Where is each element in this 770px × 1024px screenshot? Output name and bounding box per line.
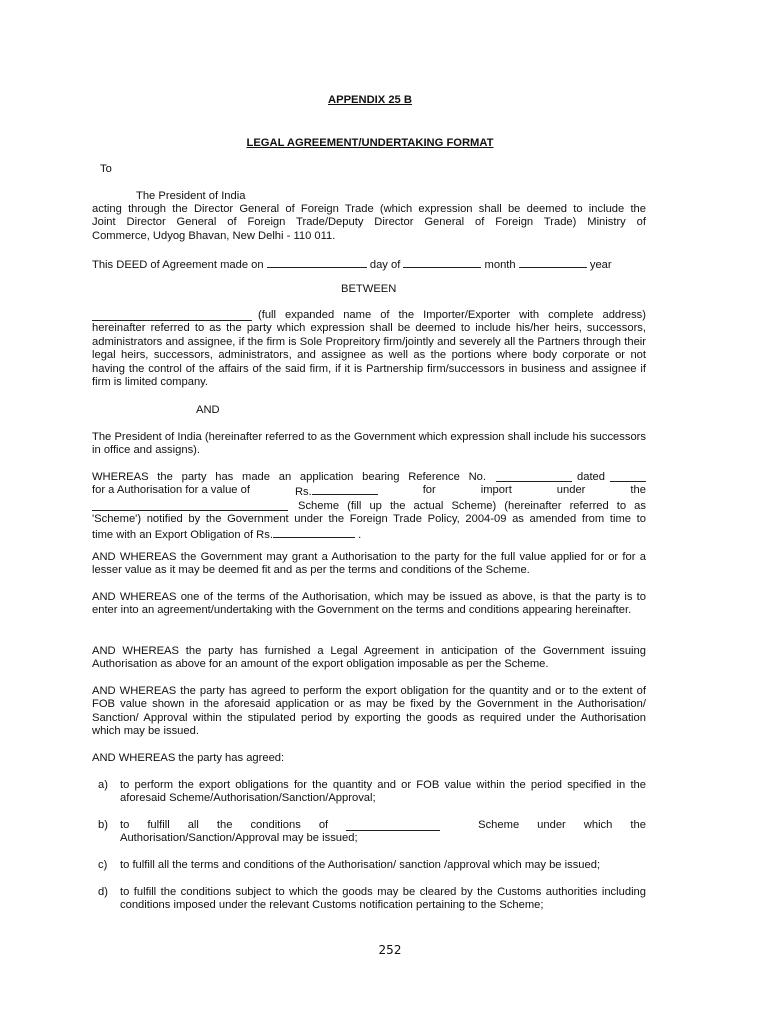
government-paragraph: The President of India (hereinafter referred to as the Government which expression shall include his successors in office and assigns). bbox=[92, 431, 646, 457]
list-item-c bbox=[98, 859, 646, 873]
month-blank bbox=[519, 257, 587, 268]
list-marker-d: d) bbox=[98, 886, 108, 898]
whereas-paragraph-5: AND WHEREAS the party has agreed: bbox=[92, 752, 285, 764]
whereas-paragraph-2: AND WHEREAS one of the terms of the Authorisation, which may be issued as above, is that the party is to enter into an agreement/undertaking with the Government on the terms and conditions appearing hereinafter. bbox=[92, 591, 646, 617]
party-paragraph bbox=[92, 309, 646, 389]
address-line-2: Joint Director General of Foreign Trade/Deputy Director General of Foreign Trade) Ministry of bbox=[92, 216, 646, 229]
address-body bbox=[92, 203, 646, 243]
list-text-b: to fulfill all the conditions of Scheme under which the Authorisation/Sanction/Approval may be issued; bbox=[120, 819, 646, 845]
export-obligation-blank bbox=[273, 527, 355, 538]
list-marker-a: a) bbox=[98, 779, 108, 791]
whereas-app-line-4: 'Scheme') notified by the Government under the Foreign Trade Policy, 2004-09 as amended from time to bbox=[92, 513, 646, 526]
day-blank bbox=[403, 257, 481, 268]
whereas-application-paragraph bbox=[92, 471, 646, 542]
deed-day-label: day of bbox=[369, 259, 401, 271]
list-marker-c: c) bbox=[98, 859, 108, 871]
scheme-blank bbox=[92, 500, 288, 511]
party-first-line: (full expanded name of the Importer/Exporter with complete address) bbox=[258, 309, 646, 321]
whereas-paragraph-3: AND WHEREAS the party has furnished a Legal Agreement in anticipation of the Government issuing Authorisation as above for an amount of the export obligation imposable as per the Scheme. bbox=[92, 645, 646, 671]
between-label: BETWEEN bbox=[341, 283, 397, 295]
to-label: To bbox=[100, 163, 112, 175]
list-item-d bbox=[98, 886, 646, 914]
format-title: LEGAL AGREEMENT/UNDERTAKING FORMAT bbox=[246, 137, 494, 149]
deed-prefix: This DEED of Agreement made on bbox=[92, 259, 264, 271]
whereas-app-line-2: for a Authorisation for a value of Rs. for import under the bbox=[92, 484, 646, 499]
president-label: The President of India bbox=[136, 190, 246, 202]
whereas-paragraph-1: AND WHEREAS the Government may grant a Authorisation to the party for the full value applied for or for a lesser value as it may be deemed fit and as per the terms and conditions of the Scheme. bbox=[92, 551, 646, 577]
address-line-1: acting through the Director General of Foreign Trade (which expression shall be deemed to include the bbox=[92, 203, 646, 215]
whereas-app-line-5: time with an Export Obligation of Rs. . bbox=[92, 528, 362, 541]
deed-line bbox=[92, 257, 646, 272]
scheme-name-blank bbox=[346, 820, 440, 831]
party-body: hereinafter referred to as the party which expression shall be deemed to include his/her heirs, successors, administrators and assignee, if the firm is Sole Propreitory firm/jointly and severely all the Partners through their legal heirs, successors, administrators, and assignee as well as the portions where body corporate or not having the control of the affairs of the said firm, if it is Partnership firm/successors in business and assignee if firm is limited company. bbox=[92, 322, 646, 389]
list-item-b bbox=[98, 819, 646, 847]
whereas-paragraph-4: AND WHEREAS the party has agreed to perform the export obligation for the quantity and or to the extent of FOB value shown in the aforesaid application or as may be fixed by the Government in the Authorisation/ Sanction/ Approval within the stipulated period by exporting the goods as required under the Authorisation which may be issued. bbox=[92, 685, 646, 738]
whereas-app-line-1: WHEREAS the party has made an application bearing Reference No. dated bbox=[92, 471, 646, 484]
list-text-d: to fulfill the conditions subject to which the goods may be cleared by the Customs authorities including conditions imposed under the relevant Customs notification pertaining to the Scheme; bbox=[120, 886, 646, 912]
list-text-a: to perform the export obligations for the quantity and or FOB value within the period specified in the aforesaid Scheme/Authorisation/Sanction/Approval; bbox=[120, 779, 646, 805]
whereas-app-line-3: Scheme (fill up the actual Scheme) (hereinafter referred to as bbox=[92, 500, 646, 513]
list-marker-b: b) bbox=[98, 819, 108, 831]
deed-month-label: month bbox=[484, 259, 516, 271]
address-line-3: Commerce, Udyog Bhavan, New Delhi - 110 011. bbox=[92, 229, 336, 242]
list-item-a bbox=[98, 779, 646, 807]
and-label: AND bbox=[196, 404, 220, 416]
date-blank bbox=[267, 257, 367, 268]
page-number: 252 bbox=[378, 943, 402, 957]
list-text-c: to fulfill all the terms and conditions of the Authorisation/ sanction /approval which may be issued; bbox=[120, 859, 601, 871]
reference-blank bbox=[496, 471, 572, 482]
appendix-heading: APPENDIX 25 B bbox=[328, 94, 412, 106]
dated-blank bbox=[610, 471, 646, 482]
party-name-blank bbox=[92, 310, 252, 321]
deed-year-label: year bbox=[589, 259, 612, 271]
value-blank bbox=[312, 484, 378, 495]
